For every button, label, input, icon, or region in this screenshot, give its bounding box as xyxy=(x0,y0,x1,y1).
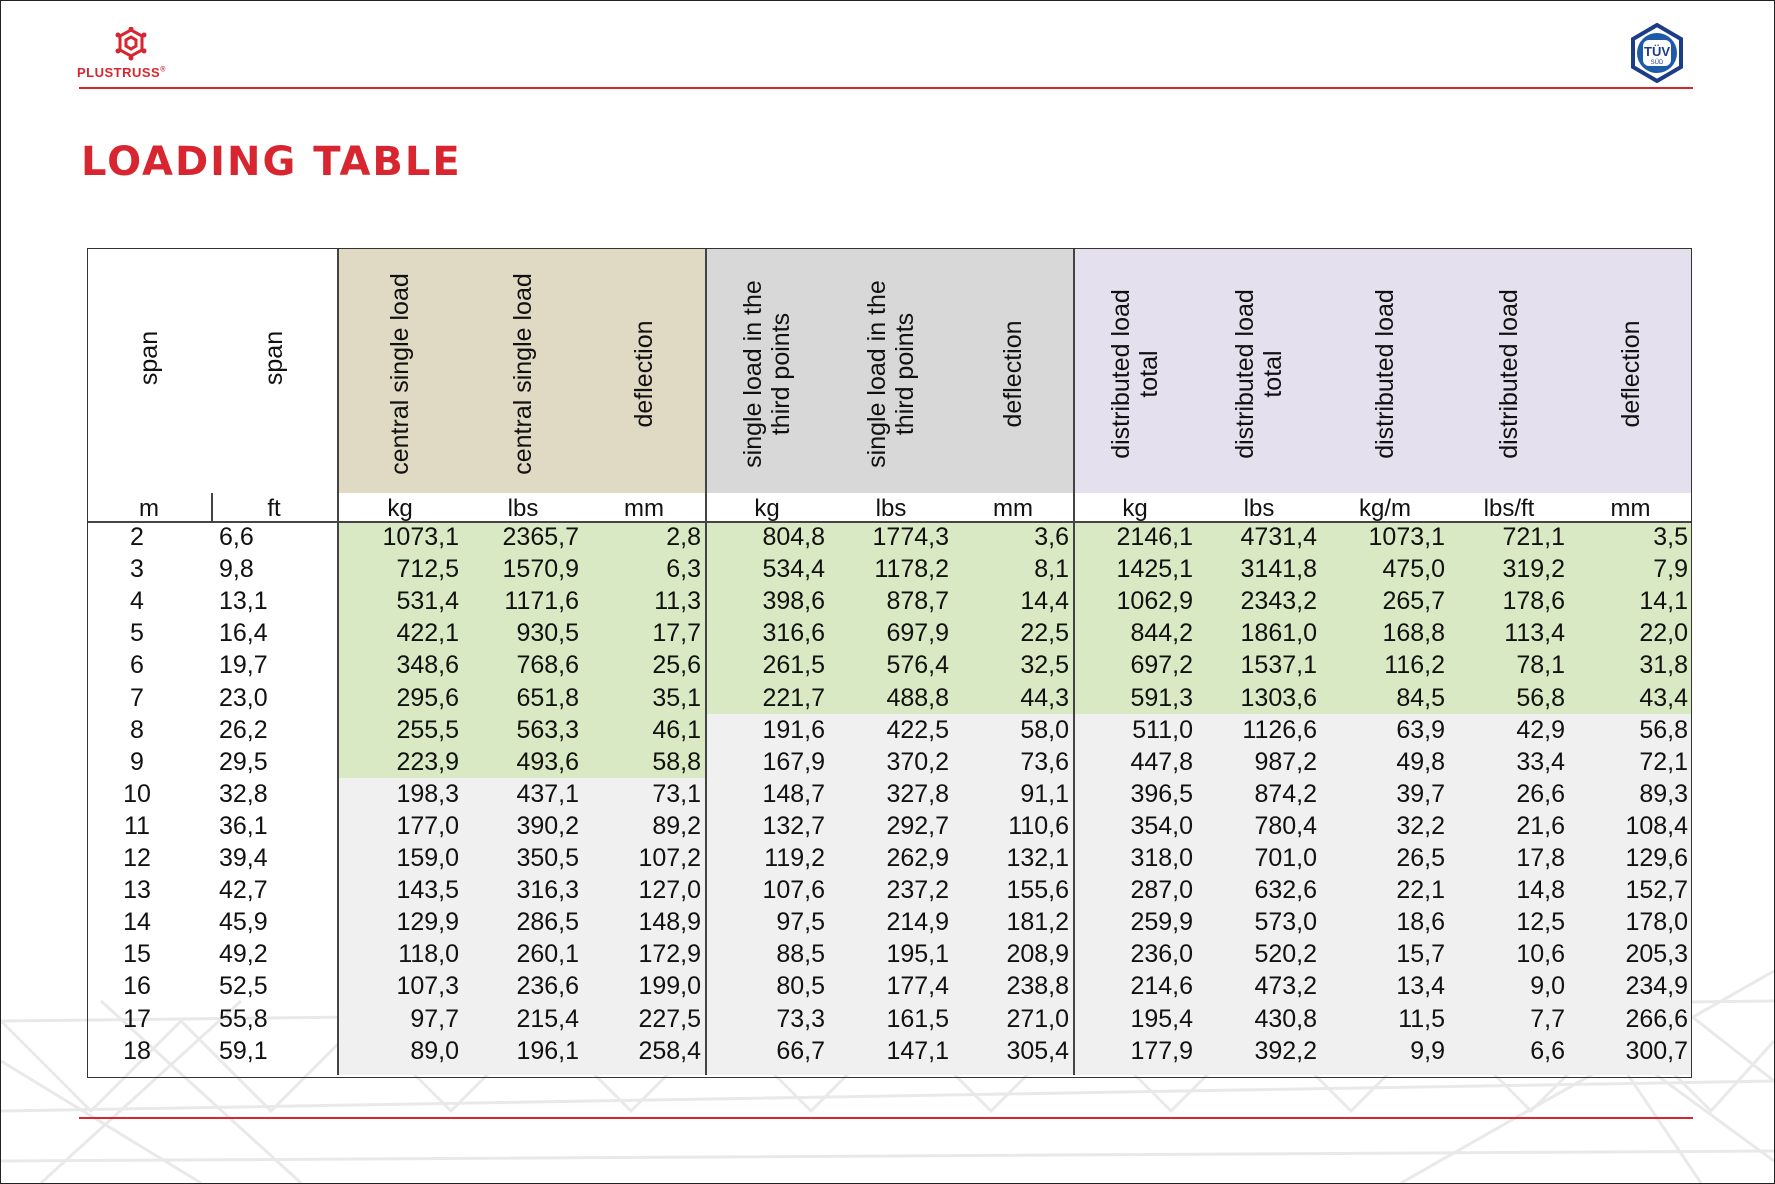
unit-label: lbs xyxy=(875,495,907,522)
table-cell: 58,0 xyxy=(1020,715,1069,744)
table-cell: 651,8 xyxy=(516,683,579,712)
unit-label: kg xyxy=(387,495,413,522)
table-cell: 16,4 xyxy=(219,619,268,648)
table-cell: 22,0 xyxy=(1639,619,1688,648)
table-cell: 697,2 xyxy=(1130,651,1193,680)
table-cell: 493,6 xyxy=(516,747,579,776)
column-header: distributed load total xyxy=(1231,289,1287,459)
table-cell: 255,5 xyxy=(396,715,459,744)
table-cell: 5 xyxy=(130,619,144,648)
loading-table xyxy=(87,248,1692,1075)
table-cell: 107,2 xyxy=(638,844,701,872)
table-cell: 11 xyxy=(124,811,150,840)
table-cell: 214,6 xyxy=(1130,972,1193,1001)
table-cell: 804,8 xyxy=(762,523,825,551)
table-cell: 576,4 xyxy=(886,651,949,680)
table-cell: 437,1 xyxy=(516,779,579,808)
table-cell: 292,7 xyxy=(886,811,949,840)
table-cell: 13 xyxy=(123,876,151,905)
table-cell: 132,1 xyxy=(1006,844,1069,872)
table-cell: 116,2 xyxy=(1384,651,1445,680)
table-cell: 73,1 xyxy=(652,779,701,808)
table-cell: 35,1 xyxy=(652,683,701,712)
table-cell: 878,7 xyxy=(886,587,949,616)
table-cell: 8 xyxy=(130,715,144,744)
table-cell: 33,4 xyxy=(1516,747,1565,776)
table-cell: 59,1 xyxy=(219,1036,268,1065)
table-cell: 11,3 xyxy=(654,587,701,616)
table-cell: 178,6 xyxy=(1502,587,1565,616)
table-cell: 531,4 xyxy=(396,587,459,616)
table-cell: 89,0 xyxy=(410,1036,459,1065)
table-cell: 12,5 xyxy=(1516,908,1565,937)
table-cell: 80,5 xyxy=(776,972,825,1001)
unit-label: ft xyxy=(267,495,281,522)
table-cell: 14,4 xyxy=(1020,587,1069,616)
table-cell: 7 xyxy=(130,683,144,712)
table-cell: 14,1 xyxy=(1639,587,1688,616)
table-cell: 354,0 xyxy=(1130,811,1193,840)
table-cell: 987,2 xyxy=(1254,747,1317,776)
table-cell: 2365,7 xyxy=(502,523,579,551)
table-cell: 12 xyxy=(123,844,151,872)
table-cell: 167,9 xyxy=(762,747,825,776)
table-cell: 97,7 xyxy=(410,1004,459,1033)
table-cell: 9,9 xyxy=(1410,1036,1445,1065)
table-cell: 39,7 xyxy=(1396,779,1445,808)
table-cell: 390,2 xyxy=(516,811,579,840)
table-cell: 6 xyxy=(130,651,144,680)
column-header: distributed load total xyxy=(1107,289,1163,459)
table-cell: 1171,6 xyxy=(504,587,579,616)
table-cell: 147,1 xyxy=(886,1036,949,1065)
column-header: central single load xyxy=(386,273,414,475)
header-divider xyxy=(79,87,1693,89)
table-cell: 32,2 xyxy=(1396,811,1445,840)
table-cell: 46,1 xyxy=(652,715,701,744)
table-cell: 1774,3 xyxy=(872,523,949,551)
table-cell: 227,5 xyxy=(638,1004,701,1033)
table-cell: 17,7 xyxy=(652,619,701,648)
table-cell: 422,5 xyxy=(886,715,949,744)
table-cell: 49,8 xyxy=(1396,747,1445,776)
table-cell: 89,2 xyxy=(652,811,701,840)
column-header: single load in the third points xyxy=(739,280,795,468)
table-cell: 66,7 xyxy=(776,1036,825,1065)
table-cell: 19,7 xyxy=(219,651,268,680)
table-cell: 287,0 xyxy=(1130,876,1193,905)
table-cell: 1073,1 xyxy=(382,523,459,551)
table-cell: 262,9 xyxy=(886,844,949,872)
table-cell: 195,4 xyxy=(1130,1004,1193,1033)
table-cell: 1073,1 xyxy=(1368,523,1445,551)
table-cell: 721,1 xyxy=(1502,523,1565,551)
plustruss-logo xyxy=(77,27,202,87)
table-cell: 2 xyxy=(130,523,144,551)
table-cell: 49,2 xyxy=(219,940,268,969)
column-header: span xyxy=(135,330,163,386)
table-cell: 1537,1 xyxy=(1240,651,1317,680)
table-cell: 191,6 xyxy=(762,715,825,744)
table-cell: 196,1 xyxy=(516,1036,579,1065)
table-cell: 172,9 xyxy=(638,940,701,969)
unit-label: m xyxy=(139,495,159,522)
table-cell: 118,0 xyxy=(398,940,459,969)
table-cell: 155,6 xyxy=(1006,876,1069,905)
table-cell: 18 xyxy=(123,1036,151,1065)
table-cell: 11,5 xyxy=(1398,1004,1445,1033)
table-cell: 177,0 xyxy=(396,811,459,840)
table-cell: 258,4 xyxy=(638,1036,701,1065)
table-cell: 295,6 xyxy=(396,683,459,712)
table-cell: 29,5 xyxy=(219,747,268,776)
table-cell: 78,1 xyxy=(1516,651,1565,680)
table-cell: 1425,1 xyxy=(1116,555,1193,584)
table-cell: 21,6 xyxy=(1516,811,1565,840)
table-cell: 25,6 xyxy=(652,651,701,680)
table-cell: 6,6 xyxy=(1530,1036,1565,1065)
table-cell: 181,2 xyxy=(1006,908,1069,937)
table-cell: 591,3 xyxy=(1130,683,1193,712)
table-cell: 3141,8 xyxy=(1240,555,1317,584)
table-cell: 178,0 xyxy=(1625,908,1688,937)
table-cell: 55,8 xyxy=(219,1004,268,1033)
span-unit-divider xyxy=(211,493,213,521)
table-cell: 91,1 xyxy=(1020,779,1069,808)
unit-label: mm xyxy=(993,495,1033,522)
table-cell: 113,4 xyxy=(1504,619,1565,648)
table-cell: 14 xyxy=(123,908,151,937)
table-cell: 4 xyxy=(130,587,144,616)
table-cell: 8,1 xyxy=(1034,555,1069,584)
table-cell: 396,5 xyxy=(1130,779,1193,808)
table-cell: 198,3 xyxy=(396,779,459,808)
table-cell: 318,0 xyxy=(1130,844,1193,872)
table-cell: 327,8 xyxy=(886,779,949,808)
table-cell: 1570,9 xyxy=(502,555,579,584)
table-cell: 17,8 xyxy=(1516,844,1565,872)
table-cell: 271,0 xyxy=(1006,1004,1069,1033)
table-cell: 108,4 xyxy=(1625,811,1688,840)
table-cell: 316,6 xyxy=(762,619,825,648)
table-cell: 110,6 xyxy=(1008,811,1069,840)
table-cell: 3,5 xyxy=(1653,523,1688,551)
table-cell: 392,2 xyxy=(1254,1036,1317,1065)
table-cell: 36,1 xyxy=(219,811,268,840)
table-cell: 168,8 xyxy=(1382,619,1445,648)
table-cell: 9,8 xyxy=(219,555,254,584)
table-cell: 159,0 xyxy=(396,844,459,872)
table-cell: 6,3 xyxy=(666,555,701,584)
table-cell: 208,9 xyxy=(1006,940,1069,969)
table-cell: 39,4 xyxy=(219,844,268,872)
table-cell: 63,9 xyxy=(1396,715,1445,744)
table-cell: 18,6 xyxy=(1396,908,1445,937)
table-cell: 119,2 xyxy=(764,844,825,872)
table-cell: 22,5 xyxy=(1020,619,1069,648)
table-cell: 1861,0 xyxy=(1240,619,1317,648)
table-cell: 511,0 xyxy=(1132,715,1193,744)
table-cell: 52,5 xyxy=(219,972,268,1001)
table-cell: 129,9 xyxy=(396,908,459,937)
table-cell: 43,4 xyxy=(1639,683,1688,712)
table-cell: 15 xyxy=(123,940,151,969)
table-cell: 2146,1 xyxy=(1116,523,1193,551)
table-cell: 56,8 xyxy=(1639,715,1688,744)
table-cell: 712,5 xyxy=(396,555,459,584)
table-cell: 316,3 xyxy=(516,876,579,905)
table-cell: 143,5 xyxy=(396,876,459,905)
table-cell: 1178,2 xyxy=(874,555,949,584)
table-cell: 97,5 xyxy=(776,908,825,937)
table-cell: 2,8 xyxy=(666,523,701,551)
table-cell: 17 xyxy=(123,1004,151,1033)
table-cell: 488,8 xyxy=(886,683,949,712)
unit-label: lbs xyxy=(1243,495,1275,522)
table-cell: 261,5 xyxy=(762,651,825,680)
table-cell: 148,7 xyxy=(762,779,825,808)
unit-label: kg xyxy=(1122,495,1148,522)
table-cell: 6,6 xyxy=(219,523,254,551)
table-cell: 350,5 xyxy=(516,844,579,872)
table-cell: 129,6 xyxy=(1625,844,1688,872)
table-cell: 107,6 xyxy=(762,876,825,905)
column-header: deflection xyxy=(1616,320,1645,428)
column-header: single load in the third points xyxy=(863,280,919,468)
table-cell: 236,0 xyxy=(1130,940,1193,969)
table-cell: 259,9 xyxy=(1130,908,1193,937)
table-cell: 534,4 xyxy=(762,555,825,584)
table-cell: 1303,6 xyxy=(1240,683,1317,712)
table-cell: 23,0 xyxy=(219,683,268,712)
table-cell: 844,2 xyxy=(1130,619,1193,648)
table-cell: 15,7 xyxy=(1396,940,1445,969)
table-cell: 127,0 xyxy=(638,876,701,905)
table-cell: 32,8 xyxy=(219,779,268,808)
tuv-label: TÜV xyxy=(1644,44,1670,59)
table-cell: 199,0 xyxy=(638,972,701,1001)
table-cell: 16 xyxy=(123,972,151,1001)
table-cell: 223,9 xyxy=(396,747,459,776)
table-cell: 632,6 xyxy=(1254,876,1317,905)
table-cell: 265,7 xyxy=(1382,587,1445,616)
unit-label: lbs xyxy=(507,495,539,522)
table-cell: 215,4 xyxy=(516,1004,579,1033)
column-header: distributed load xyxy=(1371,289,1399,459)
table-cell: 370,2 xyxy=(886,747,949,776)
table-cell: 1062,9 xyxy=(1116,587,1193,616)
table-cell: 14,8 xyxy=(1516,876,1565,905)
table-cell: 238,8 xyxy=(1006,972,1069,1001)
table-cell: 2343,2 xyxy=(1240,587,1317,616)
table-cell: 305,4 xyxy=(1006,1036,1069,1065)
column-header: distributed load xyxy=(1495,289,1523,459)
table-cell: 44,3 xyxy=(1020,683,1069,712)
table-cell: 780,4 xyxy=(1254,811,1317,840)
table-cell: 422,1 xyxy=(396,619,459,648)
table-cell: 42,7 xyxy=(219,876,268,905)
table-cell: 7,7 xyxy=(1530,1004,1565,1033)
unit-label: kg xyxy=(754,495,780,522)
table-cell: 237,2 xyxy=(886,876,949,905)
table-cell: 300,7 xyxy=(1625,1036,1688,1065)
column-header: deflection xyxy=(999,320,1027,428)
table-cell: 236,6 xyxy=(516,972,579,1001)
table-cell: 473,2 xyxy=(1254,972,1317,1001)
table-cell: 697,9 xyxy=(886,619,949,648)
table-cell: 132,7 xyxy=(762,811,825,840)
unit-label: mm xyxy=(624,495,664,522)
table-cell: 26,2 xyxy=(219,715,268,744)
table-cell: 22,1 xyxy=(1396,876,1445,905)
table-cell: 573,0 xyxy=(1254,908,1317,937)
table-cell: 214,9 xyxy=(886,908,949,937)
table-cell: 348,6 xyxy=(396,651,459,680)
table-cell: 4731,4 xyxy=(1240,523,1317,551)
table-cell: 9,0 xyxy=(1530,972,1565,1001)
plustruss-logo-icon xyxy=(111,27,151,63)
logo-text: PLUSTRUSS® xyxy=(77,65,166,80)
column-header: deflection xyxy=(630,320,658,428)
table-cell: 9 xyxy=(130,747,144,776)
table-cell: 73,6 xyxy=(1020,747,1069,776)
table-cell: 234,9 xyxy=(1625,972,1688,1001)
table-cell: 447,8 xyxy=(1130,747,1193,776)
table-cell: 31,8 xyxy=(1639,651,1688,680)
footer-divider xyxy=(79,1117,1693,1119)
registered-mark: ® xyxy=(160,66,166,74)
table-cell: 148,9 xyxy=(638,908,701,937)
unit-label: lbs/ft xyxy=(1483,495,1535,522)
unit-label: kg/m xyxy=(1358,495,1411,522)
table-cell: 319,2 xyxy=(1502,555,1565,584)
table-cell: 195,1 xyxy=(886,940,949,969)
table-cell: 42,9 xyxy=(1516,715,1565,744)
column-header: span xyxy=(260,330,288,386)
table-cell: 768,6 xyxy=(516,651,579,680)
table-cell: 286,5 xyxy=(516,908,579,937)
table-cell: 10,6 xyxy=(1516,940,1565,969)
table-cell: 930,5 xyxy=(516,619,579,648)
tuv-sublabel: SÜD xyxy=(1650,60,1664,66)
table-cell: 701,0 xyxy=(1254,844,1317,872)
table-cell: 58,8 xyxy=(652,747,701,776)
table-cell: 221,7 xyxy=(762,683,825,712)
table-cell: 177,9 xyxy=(1130,1036,1193,1065)
table-cell: 3,6 xyxy=(1034,523,1069,551)
table-cell: 10 xyxy=(123,779,151,808)
table-cell: 266,6 xyxy=(1625,1004,1688,1033)
tuv-certification-badge xyxy=(1627,23,1687,83)
table-cell: 475,0 xyxy=(1382,555,1445,584)
table-cell: 520,2 xyxy=(1254,940,1317,969)
table-cell: 874,2 xyxy=(1254,779,1317,808)
table-cell: 161,5 xyxy=(886,1004,949,1033)
table-cell: 107,3 xyxy=(396,972,459,1001)
table-cell: 398,6 xyxy=(762,587,825,616)
table-cell: 1126,6 xyxy=(1242,715,1317,744)
table-cell: 13,1 xyxy=(219,587,268,616)
table-cell: 45,9 xyxy=(219,908,268,937)
unit-label: mm xyxy=(1610,495,1651,522)
table-cell: 13,4 xyxy=(1396,972,1445,1001)
table-cell: 56,8 xyxy=(1516,683,1565,712)
table-cell: 177,4 xyxy=(886,972,949,1001)
table-cell: 88,5 xyxy=(776,940,825,969)
table-cell: 152,7 xyxy=(1625,876,1688,905)
table-cell: 7,9 xyxy=(1653,555,1688,584)
table-cell: 205,3 xyxy=(1625,940,1688,969)
table-cell: 32,5 xyxy=(1020,651,1069,680)
table-cell: 563,3 xyxy=(516,715,579,744)
table-cell: 84,5 xyxy=(1396,683,1445,712)
table-cell: 72,1 xyxy=(1639,747,1688,776)
table-cell: 430,8 xyxy=(1254,1004,1317,1033)
table-cell: 260,1 xyxy=(516,940,579,969)
table-cell: 26,6 xyxy=(1516,779,1565,808)
column-header: central single load xyxy=(509,273,537,475)
table-cell: 89,3 xyxy=(1639,779,1688,808)
page-title: LOADING TABLE xyxy=(81,139,462,185)
table-cell: 26,5 xyxy=(1396,844,1445,872)
table-cell: 3 xyxy=(130,555,144,584)
table-cell: 73,3 xyxy=(776,1004,825,1033)
